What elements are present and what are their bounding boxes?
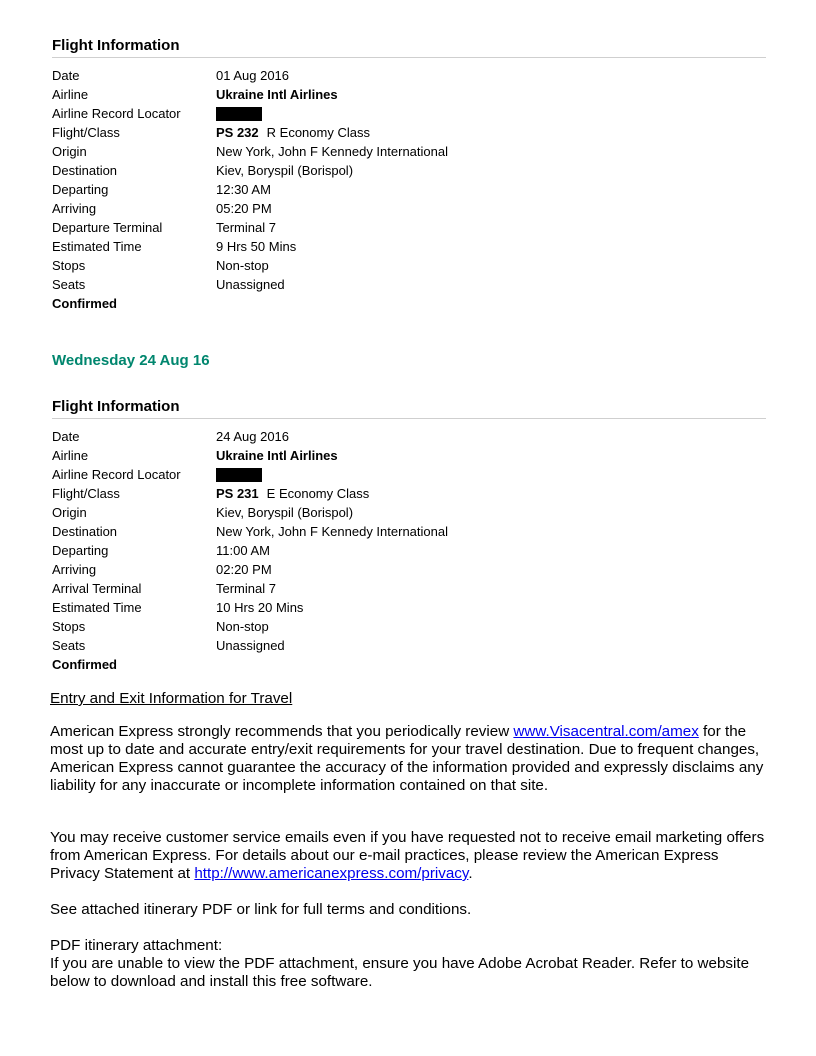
privacy-paragraph [50, 829, 770, 883]
flight-1-record-locator-row [52, 104, 552, 123]
row-value [216, 104, 262, 123]
row-label: Flight/Class [52, 125, 120, 140]
row-label: Stops [52, 258, 86, 273]
flight-2-arriving-row [52, 560, 552, 579]
privacy-text-end: . [468, 865, 473, 882]
row-label: Airline [52, 87, 89, 102]
row-value: 9 Hrs 50 Mins [216, 239, 297, 254]
row-label: Destination [52, 163, 118, 178]
row-value: 24 Aug 2016 [216, 429, 290, 444]
flight-1-origin-row [52, 142, 552, 161]
entry-exit-text-start: American Express strongly recommends that you periodically review [50, 723, 514, 740]
flight-2-stops-row [52, 617, 552, 636]
entry-exit-text-end: for the most up to date and accurate entry/exit requirements for your travel destination. Due to frequent changes, American Express cannot guarantee the accuracy of the information provided and expressly disclaims any liability for any inaccurate or incomplete information contained on that site. [50, 723, 764, 794]
row-value: Terminal 7 [216, 581, 276, 596]
row-label: Estimated Time [52, 239, 142, 254]
row-label: Destination [52, 524, 118, 539]
booking-class: R Economy Class [266, 125, 370, 140]
flight-number: PS 231 [216, 486, 259, 501]
flight-1-terminal-row [52, 218, 552, 237]
visacentral-link[interactable]: www.Visacentral.com/amex [513, 723, 699, 740]
booking-status: Confirmed [52, 657, 117, 672]
row-value: Terminal 7 [216, 220, 276, 235]
flight-number: PS 232 [216, 125, 259, 140]
flight-2-airline-row [52, 446, 552, 465]
flight-2-date-row [52, 427, 552, 446]
row-value: 11:00 AM [216, 543, 270, 558]
flight-2-info [52, 427, 552, 674]
flight-1-divider [52, 57, 766, 58]
row-label: Airline [52, 448, 89, 463]
row-label: Estimated Time [52, 600, 142, 615]
row-label: Origin [52, 144, 87, 159]
row-value: 10 Hrs 20 Mins [216, 600, 304, 615]
row-label: Date [52, 429, 80, 444]
flight-1-class-row [52, 123, 552, 142]
row-value: Kiev, Boryspil (Borispol) [216, 163, 354, 178]
row-value: Unassigned [216, 638, 285, 653]
row-label: Departure Terminal [52, 220, 163, 235]
flight-2-record-locator-row [52, 465, 552, 484]
flight-1-estimated-time-row [52, 237, 552, 256]
privacy-link[interactable]: http://www.americanexpress.com/privacy [194, 865, 469, 882]
flight-1-section-title: Flight Information [52, 37, 180, 54]
row-value: 12:30 AM [216, 182, 271, 197]
row-label: Seats [52, 277, 86, 292]
row-value: Ukraine Intl Airlines [216, 448, 338, 463]
flight-1-status-row [52, 294, 552, 313]
booking-class: E Economy Class [266, 486, 370, 501]
row-label: Stops [52, 619, 86, 634]
flight-2-destination-row [52, 522, 552, 541]
privacy-text-start: You may receive customer service emails even if you have requested not to receive email marketing offers from American Express. For details about our e-mail practices, please review the American Express Privacy Statement at [50, 829, 765, 882]
row-label: Date [52, 68, 80, 83]
flight-2-status-row [52, 655, 552, 674]
row-label: Origin [52, 505, 87, 520]
row-label: Arrival Terminal [52, 581, 142, 596]
row-value: 02:20 PM [216, 562, 272, 577]
flight-2-seats-row [52, 636, 552, 655]
entry-exit-paragraph [50, 723, 770, 795]
row-value: Unassigned [216, 277, 285, 292]
row-label: Airline Record Locator [52, 106, 181, 121]
flight-1-info [52, 66, 552, 313]
row-value: 05:20 PM [216, 201, 272, 216]
row-value: Kiev, Boryspil (Borispol) [216, 505, 354, 520]
row-value: Non-stop [216, 619, 269, 634]
row-label: Airline Record Locator [52, 467, 181, 482]
pdf-instructions: If you are unable to view the PDF attachment, ensure you have Adobe Acrobat Reader. Refer to website below to download and install this free software. [50, 955, 750, 990]
row-value: Non-stop [216, 258, 269, 273]
flight-1-stops-row [52, 256, 552, 275]
entry-exit-heading: Entry and Exit Information for Travel [50, 690, 293, 707]
row-value [216, 123, 370, 142]
redacted-record-locator [216, 107, 262, 121]
flight-1-seats-row [52, 275, 552, 294]
row-label: Flight/Class [52, 486, 120, 501]
row-label: Departing [52, 182, 109, 197]
flight-2-origin-row [52, 503, 552, 522]
row-value [216, 465, 262, 484]
redacted-record-locator [216, 468, 262, 482]
flight-1-date-row [52, 66, 552, 85]
row-value: Ukraine Intl Airlines [216, 87, 338, 102]
flight-2-terminal-row [52, 579, 552, 598]
flight-2-divider [52, 418, 766, 419]
flight-2-estimated-time-row [52, 598, 552, 617]
flight-2-section-title: Flight Information [52, 398, 180, 415]
row-value: New York, John F Kennedy International [216, 144, 448, 159]
terms-note: See attached itinerary PDF or link for full terms and conditions. [50, 901, 472, 918]
flight-2-class-row [52, 484, 552, 503]
row-label: Arriving [52, 201, 97, 216]
booking-status: Confirmed [52, 296, 117, 311]
day-heading: Wednesday 24 Aug 16 [52, 352, 210, 369]
flight-1-destination-row [52, 161, 552, 180]
row-label: Arriving [52, 562, 97, 577]
row-label: Seats [52, 638, 86, 653]
row-value [216, 484, 369, 503]
flight-2-departing-row [52, 541, 552, 560]
pdf-heading: PDF itinerary attachment: [50, 937, 223, 954]
flight-1-airline-row [52, 85, 552, 104]
flight-1-arriving-row [52, 199, 552, 218]
row-value: New York, John F Kennedy International [216, 524, 448, 539]
row-value: 01 Aug 2016 [216, 68, 290, 83]
row-label: Departing [52, 543, 109, 558]
flight-1-departing-row [52, 180, 552, 199]
